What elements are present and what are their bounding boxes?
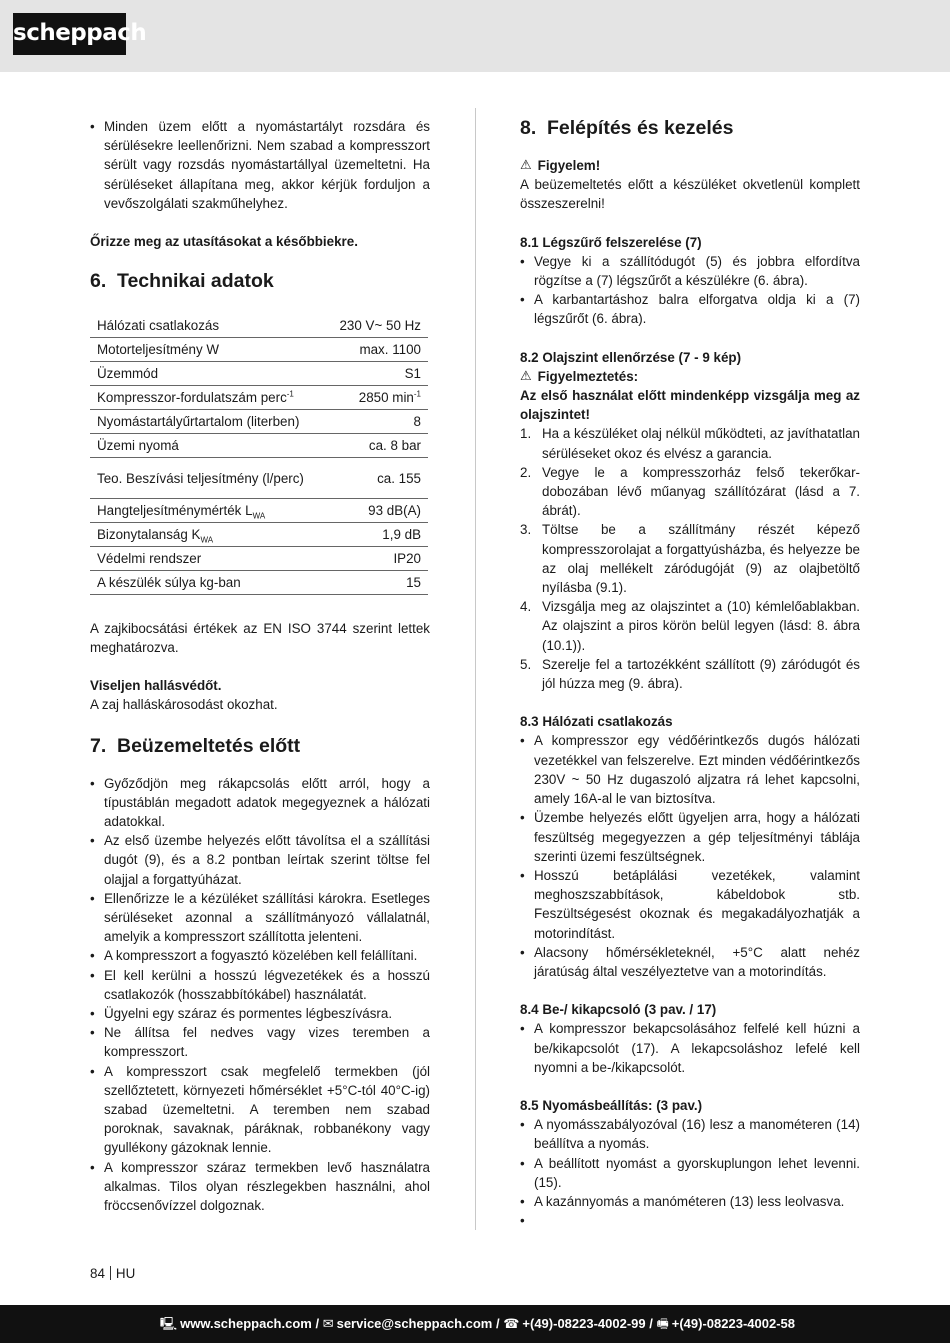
subsection-8-1-list (520, 252, 860, 329)
left-column (90, 117, 430, 1215)
list-item: • Ügyelni egy száraz és pormentes légbeszívásra. (90, 1004, 430, 1023)
step-number: 4. (520, 599, 532, 615)
subsection-8-1-title: 8.1 Légszűrő felszerelése (7) (520, 234, 702, 250)
step-item (520, 463, 860, 521)
list-item: • A kompresszort a fogyasztó közelében kell felállítani. (90, 946, 430, 965)
table-row (90, 498, 428, 522)
subsection-8-5-title: 8.5 Nyomásbeállítás: (3 pav.) (520, 1097, 703, 1113)
fax-number: +(49)-08223-4002-58 (671, 1316, 795, 1331)
spec-label: Nyomástartályűrtartalom (literben) (90, 409, 326, 433)
table-row (90, 337, 428, 361)
language-code: HU (115, 1266, 136, 1281)
keep-instructions-note: Őrizze meg az utasításokat a későbbiekre. (90, 234, 358, 250)
step-text: Vizsgálja meg az olajszintet a (10) kémlelőablakban. Az olajszint a piros körön belül legyen (lásd: 8. ábra (10.1)). (542, 599, 860, 653)
spec-value: IP20 (326, 546, 428, 570)
section-7-heading (90, 734, 430, 758)
intro-bullet-list (90, 117, 430, 213)
step-text: Vegye le a kompresszorház felső tekerőkar-dobozában lévő műanyag szállítózárat (lásd a 7. ábrát). (542, 464, 860, 519)
computer-icon: 🖳 (159, 1317, 178, 1332)
section-number: 6. (90, 270, 107, 293)
page-number: 84 (90, 1266, 105, 1281)
subsection-8-3-list (520, 731, 860, 981)
list-item: • A karbantartáshoz balra elforgatva oldja ki a (7) légszűrőt (6. ábra). (520, 290, 860, 328)
spec-value: 8 (326, 409, 428, 433)
table-row (90, 457, 428, 498)
spec-value: 2850 $\min^{-1}$ (326, 385, 428, 409)
list-item: • A kompresszor egy védőérintkezős dugós hálózati vezetékkel van felszerelve. Ezt minden védőérintkezős 230V ~ 50 Hz dugaszoló aljzatra rá lehet kapcsolni, amely 16A-al le van biztosítva. (520, 731, 860, 808)
phone-icon: ☎ (503, 1317, 520, 1332)
step-item (520, 520, 860, 597)
table-row (90, 433, 428, 457)
list-item: • Minden üzem előtt a nyomástartályt rozsdára és sérülésekre leellenőrizni. Nem szabad a kompresszort sérült vagy rozsdás nyomástartállyal üzemeltetni. Ha sérüléseket állapítana meg, akkor kérjük forduljon a vevőszolgálati szakműhelyhez. (90, 117, 430, 213)
spec-label: Védelmi rendszer (90, 546, 326, 570)
table-row (90, 570, 428, 594)
subsection-8-4-title: 8.4 Be-/ kikapcsoló (3 pav. / 17) (520, 1002, 717, 1018)
list-item: • El kell kerülni a hosszú légvezetékek és a hosszú csatlakozók (hosszabbítókábel) használatát. (90, 966, 430, 1004)
table-row (90, 409, 428, 433)
warning-text: Az első használat előtt mindenképp vizsgálja meg az olajszintet! (520, 388, 860, 423)
list-item: • Győződjön meg rákapcsolás előtt arról, hogy a típustáblán megadott adatok megegyeznek a hálózati adatokkal. (90, 774, 430, 832)
hearing-protection-heading: Viseljen hallásvédőt. (90, 678, 222, 694)
section-7-bullet-list (90, 774, 430, 1216)
step-item (520, 424, 860, 462)
step-number: 3. (520, 522, 532, 538)
email-link[interactable]: service@scheppach.com (336, 1316, 493, 1331)
attention-label (520, 156, 860, 175)
spec-value: ca. 8 bar (326, 433, 428, 457)
spec-value: 15 (326, 570, 428, 594)
spec-label: Motorteljesítmény W (90, 337, 326, 361)
spec-value: max. 1100 (326, 337, 428, 361)
right-column (520, 117, 860, 1230)
warning-label-text: Figyelmeztetés: (537, 368, 639, 384)
list-item: • A kazánnyomás a manóméteren (13) less leolvasva. (520, 1192, 860, 1211)
attention-label-text: Figyelem! (537, 158, 601, 173)
warning-triangle-icon: ⚠ (520, 158, 532, 173)
oil-check-steps (520, 424, 860, 693)
phone-number: +(49)-08223-4002-99 (522, 1316, 646, 1331)
list-item: • A kompresszort csak megfelelő termekben (jól szellőztetett, környezeti hőmérséklet +5°C-tól 40°C-ig) szabad üzemeltetni. A teremben nem szabad poroknak, savaknak, páráknak, robbanékony vagy gyullékony gázoknak lennie. (90, 1062, 430, 1158)
step-text: Ha a készüléket olaj nélkül működteti, az javíthatatlan sérüléseket okoz és elvész a garancia. (542, 426, 860, 461)
spec-value: 1,9 dB (326, 522, 428, 546)
table-row (90, 385, 428, 409)
spec-value: 93 dB(A) (326, 498, 428, 522)
noise-note: A zajkibocsátási értékek az EN ISO 3744 szerint lettek meghatározva. (90, 620, 430, 655)
table-row (90, 546, 428, 570)
step-number: 5. (520, 656, 532, 672)
hearing-protection-text: A zaj halláskárosodást okozhat. (90, 697, 278, 713)
subsection-8-4-list (520, 1019, 860, 1077)
spec-label: Üzemmód (90, 361, 326, 385)
page-number-area (90, 1264, 135, 1283)
section-8-heading (520, 116, 860, 140)
fax-icon: 🖷 (656, 1317, 669, 1332)
step-item (520, 655, 860, 693)
subsection-8-2-title: 8.2 Olajszint ellenőrzése (7 - 9 kép) (520, 349, 742, 365)
warning-triangle-icon: ⚠ (520, 368, 532, 384)
step-item (520, 597, 860, 655)
step-number: 1. (520, 426, 532, 442)
section-title: Felépítés és kezelés (547, 117, 734, 139)
section-title: Beüzemeltetés előtt (117, 734, 301, 757)
list-item: • Ellenőrizze le a kézüléket szállítási károkra. Esetleges sérüléseket azonnal a szállítmányozó vállalatnál, amelyik a kompresszort szállította jelenteni. (90, 889, 430, 947)
list-item: • Ne állítsa fel nedves vagy vizes teremben a kompresszort. (90, 1023, 430, 1061)
spec-label: Hálózati csatlakozás (90, 313, 326, 337)
technical-data-table (90, 313, 428, 595)
email-icon: ✉ (322, 1317, 334, 1332)
scheppach-logo: scheppach (13, 13, 126, 55)
spec-value: 230 V~ 50 Hz (326, 313, 428, 337)
section-6-heading (90, 269, 430, 293)
list-item (520, 1211, 860, 1230)
subsection-8-3-title: 8.3 Hálózati csatlakozás (520, 714, 673, 730)
spec-label: Kompresszor-fordulatszám perc$^{-1}$ (90, 385, 326, 409)
list-item: • Az első üzembe helyezés előtt távolítsa el a szállítási dugót (9), és a 8.2 pontban leírtak szerint töltse fel olajjal a forgattyúházat. (90, 831, 430, 889)
list-item: • Üzembe helyezés előtt ügyeljen arra, hogy a hálózati feszültség megegyezzen a gép teljesítményi táblája szerinti üzemi feszültségnek. (520, 808, 860, 866)
list-item: • A beállított nyomást a gyorskuplungon lehet levenni. (15). (520, 1154, 860, 1192)
list-item: • Vegye ki a szállítódugót (5) és jobbra elfordítva rögzítse a (7) légszűrőt a készülékre (6. ábra). (520, 252, 860, 290)
step-text: Töltse be a szállítmány részét képező kompresszorolajat a forgattyúsházba, és helyezze be az olaj mellékelt záródugóját (9) az olajbetöltő nyílásba (9.1). (542, 522, 860, 596)
website-link[interactable]: www.scheppach.com (180, 1316, 312, 1331)
list-item: • A nyomásszabályozóval (16) lesz a manométeren (14) beállítva a nyomás. (520, 1115, 860, 1153)
contact-footer: 🖳 www.scheppach.com / ✉ service@scheppach.com / ☎ +(49)-08223-4002-99 / 🖷 +(49)-08223-4002-58 (0, 1305, 950, 1343)
list-item: • A kompresszor bekapcsolásához felfelé kell húzni a be/kikapcsolót (17). A lekapcsoláshoz lefelé kell nyomni a be-/kikapcsolót. (520, 1019, 860, 1077)
section-number: 8. (520, 117, 537, 139)
subsection-8-5-list (520, 1115, 860, 1230)
header-band (0, 0, 950, 72)
spec-value: ca. 155 (326, 457, 428, 498)
table-row (90, 522, 428, 546)
warning-label (520, 367, 860, 386)
spec-label: Bizonytalanság $K_{WA}$ (90, 522, 326, 546)
spec-value: S1 (326, 361, 428, 385)
table-row (90, 313, 428, 337)
list-item: • Hosszú betáplálási vezetékek, valamint meghoszszabbítások, kábeldobok stb. Feszültségesést okoznak és megakadályozhatják a motorindítást. (520, 866, 860, 943)
page-separator (110, 1266, 111, 1280)
section-title: Technikai adatok (117, 270, 274, 293)
step-text: Szerelje fel a tartozékként szállított (9) záródugót és jól húzza meg (9. ábra). (542, 656, 860, 692)
spec-label: Teo. Beszívási teljesítmény (l/perc) (90, 457, 326, 498)
step-number: 2. (520, 464, 532, 480)
spec-label: Üzemi nyomá (90, 433, 326, 457)
list-item: • Alacsony hőmérsékleteknél, +5°C alatt nehéz járatúság által veszélyeztetve van a motorindítás. (520, 943, 860, 981)
section-number: 7. (90, 734, 107, 757)
attention-text: A beüzemeltetés előtt a készüléket okvetlenül komplett összeszerelni! (520, 177, 860, 212)
spec-label: A készülék súlya kg-ban (90, 570, 326, 594)
table-row (90, 361, 428, 385)
list-item: • A kompresszor száraz termekben levő használatra alkalmas. Tilos olyan részlegekben használni, ahol fröccsenővízzel dolgoznak. (90, 1158, 430, 1216)
column-divider (475, 108, 476, 1230)
spec-label: Hangteljesítménymérték $L_{WA}$ (90, 498, 326, 522)
